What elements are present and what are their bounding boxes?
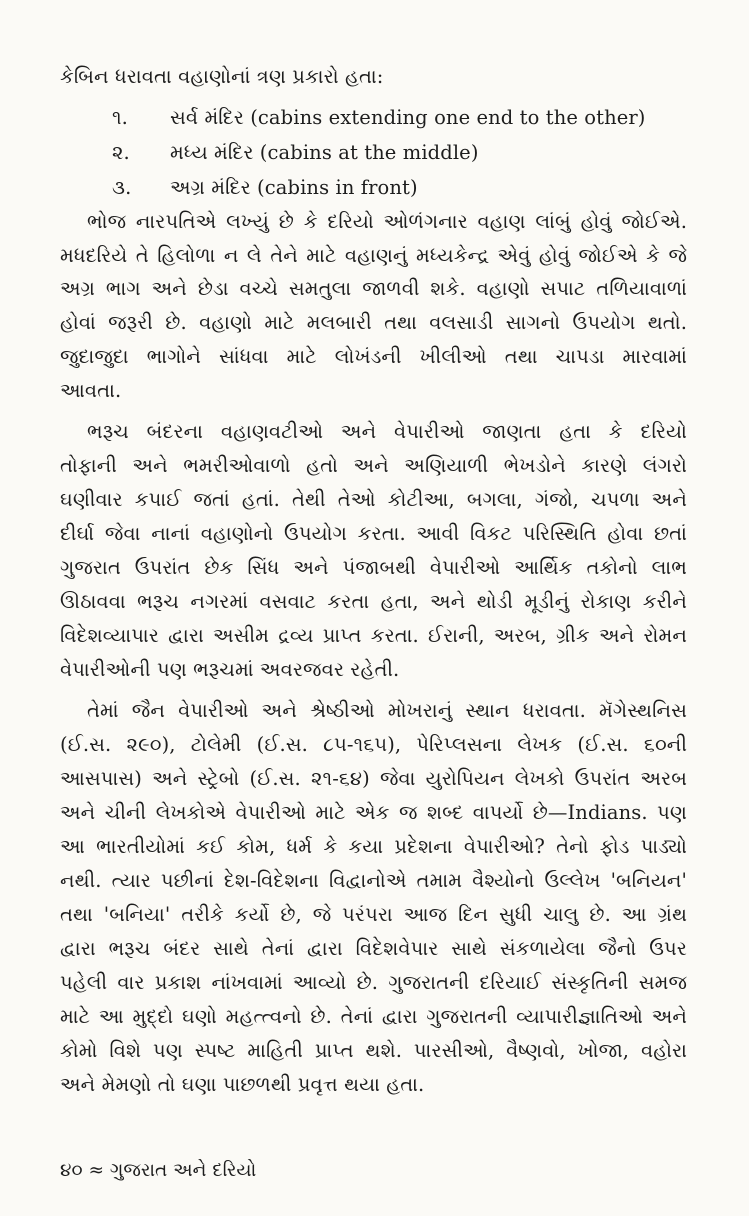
list-text: સર્વ મંદિર (cabins extending one end to the other) bbox=[170, 106, 646, 129]
paragraph-line: તેમાં જૈન વેપારીઓ અને શ્રેષ્ઠીઓ મોખરાનું સ્થાન ધરાવતા. મૅગેસ્થનિસ bbox=[87, 699, 687, 722]
paragraph-line: અને મેમણો તો ઘણા પાછળથી પ્રવૃત્ત થયા હતા. bbox=[60, 1073, 425, 1096]
paragraph-line: ઘણીવાર કપાઈ જતાં હતાં. તેથી તેઓ કોટીઆ, બગલા, ગંજો, ચપળા અને bbox=[60, 488, 687, 511]
paragraph-line: દીર્ઘા જેવા નાનાં વહાણોનો ઉપયોગ કરતા. આવી વિકટ પરિસ્થિતિ હોવા છતાં bbox=[60, 522, 687, 545]
footer-separator: ≈ bbox=[88, 1160, 105, 1181]
intro-line: કેબિન ધરાવતા વહાણોનાં ત્રણ પ્રકારો હતા: bbox=[60, 65, 384, 88]
paragraph-line: અગ્ર ભાગ અને છેડા વચ્ચે સમતુલા જાળવી શકે. વહાણો સપાટ તળિયાવાળાં bbox=[60, 277, 687, 300]
page-footer bbox=[60, 1156, 256, 1186]
paragraph-line: ભોજ નારપતિએ લખ્યું છે કે દરિયો ઓળંગનાર વહાણ લાંબું હોવું જોઈએ. bbox=[87, 210, 687, 233]
paragraph-line: ઊઠાવવા ભરૂચ નગરમાં વસવાટ કરતા હતા, અને થોડી મૂડીનું રોકાણ કરીને bbox=[60, 590, 687, 613]
list-number: ૧. bbox=[112, 106, 128, 129]
paragraph-line: જુદાજુદા ભાગોને સાંધવા માટે લોખંડની ખીલીઓ તથા ચાપડા મારવામાં bbox=[60, 345, 687, 368]
paragraph-line: અને ચીની લેખકોએ વેપારીઓ માટે એક જ શબ્દ વાપર્યો છે—Indians. પણ bbox=[60, 801, 687, 824]
list-number: ૩. bbox=[112, 176, 132, 199]
list-item bbox=[112, 136, 479, 170]
list-text: અગ્ર મંદિર (cabins in front) bbox=[170, 176, 418, 199]
paragraph-line: કોમો વિશે પણ સ્પષ્ટ માહિતી પ્રાપ્ત થશે. પારસીઓ, વૈષ્ણવો, ખોજા, વહોરા bbox=[60, 1039, 687, 1062]
paragraph-line: વેપારીઓની પણ ભરૂચમાં અવરજવર રહેતી. bbox=[60, 658, 400, 681]
paragraph-line: હોવાં જરૂરી છે. વહાણો માટે મલબારી તથા વલસાડી સાગનો ઉપયોગ થતો. bbox=[60, 311, 687, 334]
paragraph-line: આસપાસ) અને સ્ટ્રેબો (ઈ.સ. ૨૧-૬૪) જેવા યુરોપિયન લેખકો ઉપરાંત અરબ bbox=[60, 767, 687, 790]
paragraph-line: આ ભારતીયોમાં કઈ કોમ, ધર્મ કે કયા પ્રદેશના વેપારીઓ? તેનો ફોડ પાડ્યો bbox=[60, 835, 687, 858]
list-item bbox=[112, 171, 418, 205]
paragraph-line: નથી. ત્યાર પછીનાં દેશ-વિદેશના વિદ્વાનોએ તમામ વૈશ્યોનો ઉલ્લેખ 'બનિયન' bbox=[60, 869, 687, 892]
paragraph-line: દ્વારા ભરૂચ બંદર સાથે તેનાં દ્વારા વિદેશવેપાર સાથે સંકળાયેલા જૈનો ઉપર bbox=[60, 937, 687, 960]
paragraph-line: માટે આ મુદ્દો ઘણો મહત્ત્વનો છે. તેનાં દ્વારા ગુજરાતની વ્યાપારીજ્ઞાતિઓ અને bbox=[60, 1005, 687, 1028]
paragraph-line: મધદરિયે તે હિલોળા ન લે તેને માટે વહાણનું મધ્યકેન્દ્ર એવું હોવું જોઈએ કે જે bbox=[60, 244, 687, 267]
paragraph-line: (ઈ.સ. ૨૯૦), ટોલેમી (ઈ.સ. ૮૫-૧૬૫), પેરિપ્લસના લેખક (ઈ.સ. ૬૦ની bbox=[60, 733, 687, 756]
paragraph-line: પહેલી વાર પ્રકાશ નાંખવામાં આવ્યો છે. ગુજરાતની દરિયાઈ સંસ્કૃતિની સમજ bbox=[60, 971, 687, 994]
running-title: ગુજરાત અને દરિયો bbox=[109, 1160, 257, 1181]
paragraph-line: વિદેશવ્યાપાર દ્વારા અસીમ દ્રવ્ય પ્રાપ્ત કરતા. ઈરાની, અરબ, ગ્રીક અને રોમન bbox=[60, 624, 687, 647]
page-number: ૪૦ bbox=[60, 1160, 83, 1181]
paragraph-line: ગુજરાત ઉપરાંત છેક સિંધ અને પંજાબથી વેપારીઓ આર્થિક તકોનો લાભ bbox=[60, 556, 687, 579]
paragraph-line: તથા 'બનિયા' તરીકે કર્યો છે, જે પરંપરા આજ દિન સુધી ચાલુ છે. આ ગ્રંથ bbox=[60, 903, 687, 926]
paragraph-line: ભરૂચ બંદરના વહાણવટીઓ અને વેપારીઓ જાણતા હતા કે દરિયો bbox=[87, 420, 687, 443]
paragraph-line: તોફાની અને ભમરીઓવાળો હતો અને અણિયાળી ભેખડોને કારણે લંગરો bbox=[60, 454, 687, 477]
list-text: મધ્ય મંદિર (cabins at the middle) bbox=[170, 141, 479, 164]
list-item bbox=[112, 101, 646, 135]
paragraph-line: આવતા. bbox=[60, 379, 122, 402]
list-number: ૨. bbox=[112, 141, 130, 164]
